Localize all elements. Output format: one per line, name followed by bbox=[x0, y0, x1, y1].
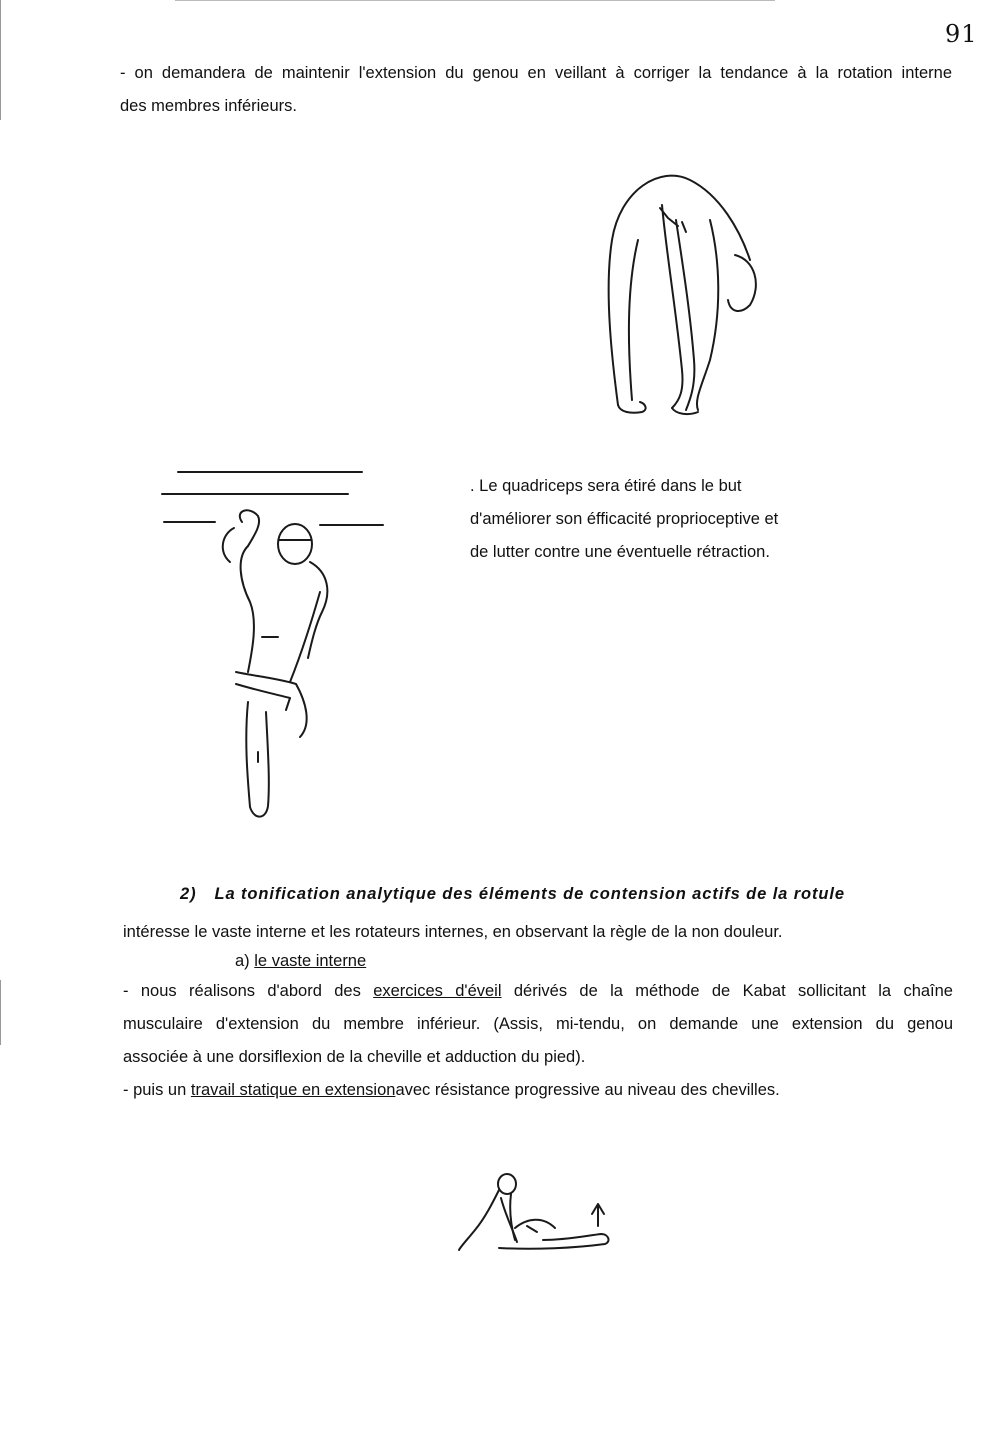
quadriceps-stretch-drawing bbox=[150, 462, 390, 827]
quadriceps-line: d'améliorer son éfficacité proprioceptive et bbox=[470, 510, 779, 528]
eveil-line: associée à une dorsiflexion de la cheville et adduction du pied). bbox=[123, 1048, 586, 1066]
page-number: 91 bbox=[945, 20, 978, 48]
eveil-line: musculaire d'extension du membre inférieur. (Assis, mi-tendu, on demande une extension du genou bbox=[123, 1015, 953, 1033]
quadriceps-line: . Le quadriceps sera étiré dans le but bbox=[470, 477, 742, 495]
subsection-title: le vaste interne bbox=[254, 952, 367, 970]
section-2-intro bbox=[123, 916, 953, 949]
forward-bend-figure bbox=[590, 160, 770, 420]
eveil-prefix: - nous réalisons d'abord des bbox=[123, 982, 361, 1000]
eveil-link: exercices d'éveil bbox=[373, 982, 502, 1000]
section-2-line: intéresse le vaste interne et les rotateurs internes, en observant la règle de la non douleur. bbox=[123, 923, 783, 941]
left-margin-mark bbox=[0, 980, 1, 1045]
intro-line: - on demandera de maintenir l'extension du genou en veillant à corriger la tendance à la rotation interne bbox=[120, 64, 952, 82]
quadriceps-line: de lutter contre une éventuelle rétraction. bbox=[470, 543, 770, 561]
statique-prefix: - puis un bbox=[123, 1081, 187, 1099]
subsection-a-heading bbox=[235, 952, 366, 971]
section-2-heading bbox=[180, 885, 950, 904]
statique-suffix: avec résistance progressive au niveau des chevilles. bbox=[395, 1081, 780, 1099]
intro-paragraph bbox=[120, 57, 952, 123]
page-top-rule bbox=[175, 0, 775, 1]
section-number: 2) bbox=[180, 885, 197, 903]
section-title: La tonification analytique des éléments de contension actifs de la rotule bbox=[214, 885, 845, 903]
eveil-line bbox=[123, 975, 953, 1008]
intro-line: des membres inférieurs. bbox=[120, 97, 297, 115]
quadriceps-paragraph bbox=[470, 470, 830, 569]
subsection-prefix: a) bbox=[235, 952, 250, 970]
quadriceps-stretch-figure bbox=[150, 462, 390, 827]
statique-paragraph bbox=[123, 1074, 953, 1107]
eveil-suffix: dérivés de la méthode de Kabat sollicitant la chaîne bbox=[513, 982, 953, 1000]
seated-extension-figure bbox=[455, 1170, 615, 1255]
seated-extension-drawing bbox=[455, 1170, 615, 1255]
statique-link: travail statique en extension bbox=[190, 1081, 396, 1099]
forward-bend-drawing bbox=[590, 160, 770, 420]
eveil-paragraph bbox=[123, 975, 953, 1074]
statique-line bbox=[123, 1074, 953, 1107]
left-margin-mark bbox=[0, 0, 1, 120]
